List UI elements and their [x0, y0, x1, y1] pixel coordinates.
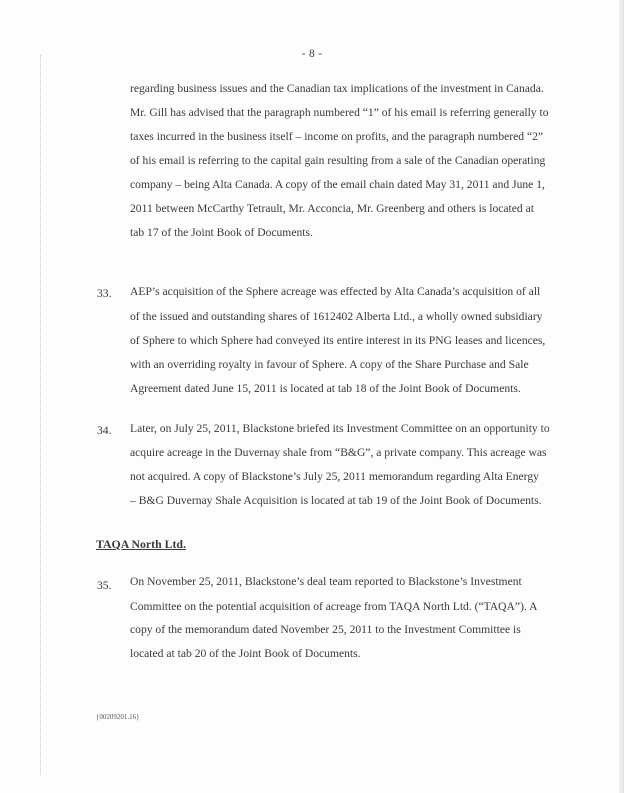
text-line: of his email is referring to the capital gain resulting from a sale of the Canadian operating [130, 154, 546, 167]
text-line: of Sphere to which Sphere had conveyed its entire interest in its PNG leases and licences, [130, 334, 546, 347]
text-line: Mr. Gill has advised that the paragraph numbered “1” of his email is referring generally to [130, 106, 549, 119]
text-line: regarding business issues and the Canadian tax implications of the investment in Canada. [130, 82, 544, 95]
section-heading: TAQA North Ltd. [96, 537, 186, 551]
document-reference: {00209201.16} [96, 713, 140, 721]
text-line: copy of the memorandum dated November 25, 2011 to the Investment Committee is [130, 623, 521, 636]
text-line: not acquired. A copy of Blackstone’s July 25, 2011 memorandum regarding Alta Energy [130, 470, 539, 483]
text-line: company – being Alta Canada. A copy of the email chain dated May 31, 2011 and June 1, [130, 178, 545, 191]
text-line: with an overriding royalty in favour of Sphere. A copy of the Share Purchase and Sale [130, 358, 529, 371]
text-line: of the issued and outstanding shares of 1612402 Alberta Ltd., a wholly owned subsidiary [130, 310, 543, 323]
text-line: 2011 between McCarthy Tetrault, Mr. Acconcia, Mr. Greenberg and others is located at [130, 202, 534, 215]
page-number: - 8 - [301, 48, 323, 60]
text-line: taxes incurred in the business itself – income on profits, and the paragraph numbered “2” [130, 130, 544, 143]
text-line: acquire acreage in the Duvernay shale from “B&G”, a private company. This acreage was [130, 446, 547, 459]
text-line: Later, on July 25, 2011, Blackstone briefed its Investment Committee on an opportunity to [130, 422, 550, 435]
paragraph-number: 35. [97, 579, 112, 592]
text-line: – B&G Duvernay Shale Acquisition is located at tab 19 of the Joint Book of Documents. [130, 494, 542, 507]
text-line: located at tab 20 of the Joint Book of Documents. [130, 647, 361, 660]
text-line: tab 17 of the Joint Book of Documents. [130, 226, 313, 239]
text-line: Agreement dated June 15, 2011 is located at tab 18 of the Joint Book of Documents. [130, 382, 521, 395]
paragraph-number: 33. [97, 287, 112, 300]
text-line: On November 25, 2011, Blackstone’s deal team reported to Blackstone’s Investment [130, 575, 522, 588]
text-line: Committee on the potential acquisition of acreage from TAQA North Ltd. (“TAQA”). A [130, 600, 538, 613]
scan-edge-shadow [619, 0, 624, 793]
paragraph-number: 34. [97, 424, 112, 437]
scan-margin-artifact [40, 55, 41, 775]
text-line: AEP’s acquisition of the Sphere acreage was effected by Alta Canada’s acquisition of all [130, 285, 541, 298]
